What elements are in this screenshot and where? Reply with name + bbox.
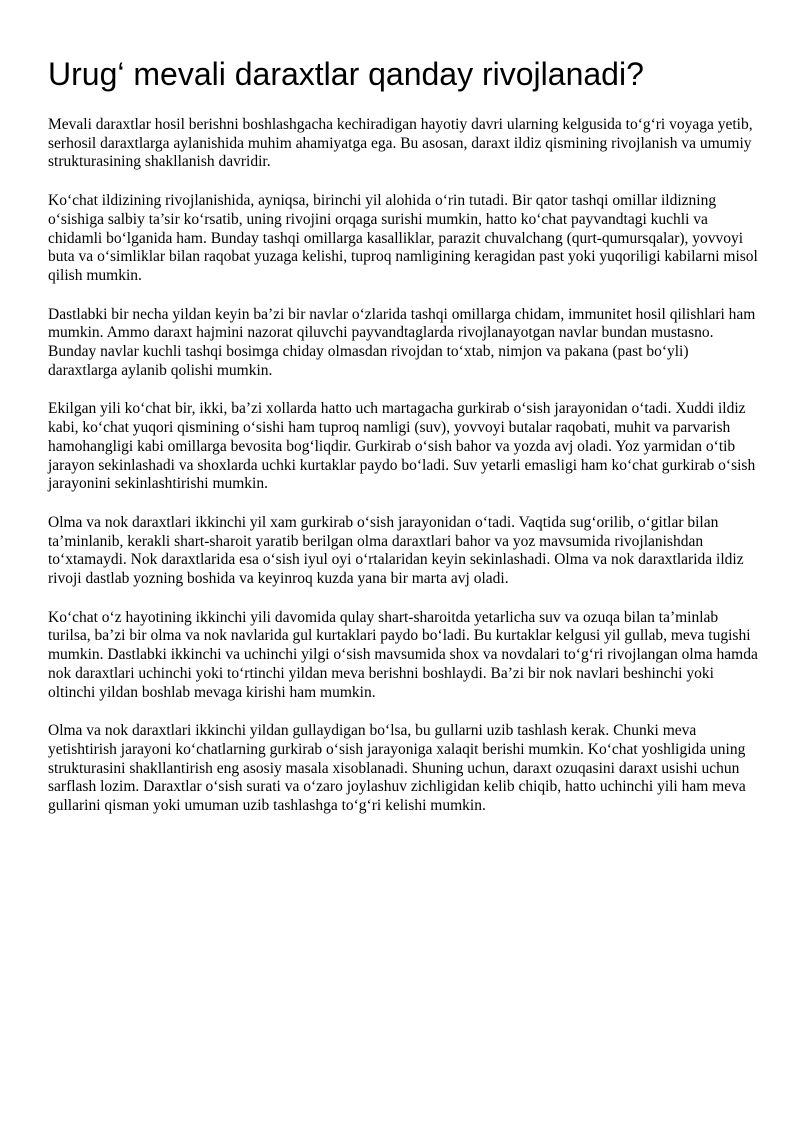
document-page <box>48 52 760 836</box>
paragraph-7: Olma va nok daraxtlari ikkinchi yildan gullaydigan bo‘lsa, bu gullarni uzib tashlash kerak. Chunki meva yetishtirish jarayoni ko‘chatlarning gurkirab o‘sish jarayoniga xalaqit berishi mumkin. Ko‘chat yoshligida uning strukturasini shakllantirish eng asosiy masala xisoblanadi. Shuning uchun, daraxt ozuqasini daraxt usishi uchun sarflash lozim. Daraxtlar o‘sish surati va o‘zaro joylashuv zichligidan kelib chiqib, hatto uchinchi yili ham meva gullarini qisman yoki umuman uzib tashlashga to‘g‘ri kelishi mumkin. <box>48 722 746 815</box>
paragraph-3: Dastlabki bir necha yildan keyin ba’zi bir navlar o‘zlarida tashqi omillarga chidam, immunitet hosil qilishlari ham mumkin. Ammo daraxt hajmini nazorat qiluvchi payvandtaglarda rivojlanayotgan navlar bundan mustasno. Bunday navlar kuchli tashqi bosimga chiday olmasdan rivojdan to‘xtab, nimjon va pakana (past bo‘yli) daraxtlarga aylanib qolishi mumkin. <box>48 305 756 379</box>
paragraph-1: Mevali daraxtlar hosil berishni boshlashgacha kechiradigan hayotiy davri ularning kelgusida to‘g‘ri voyaga yetib, serhosil daraxtlarga aylanishida muhim ahamiyatga ega. Bu asosan, daraxt ildiz qismining rivojlanish va umumiy strukturasining shakllanish davridir. <box>48 116 753 171</box>
paragraph-2: Ko‘chat ildizining rivojlanishida, ayniqsa, birinchi yil alohida o‘rin tutadi. Bir qator tashqi omillar ildizning o‘sishiga salbiy ta’sir ko‘rsatib, uning rivojini orqaga surishi mumkin, hatto ko‘chat payvandtagi kuchli va chidamli bo‘lganida ham. Bunday tashqi omillarga kasalliklar, parazit chuvalchang (qurt-qumursqalar), yovvoyi buta va o‘simliklar bilan raqobat yuzaga kelishi, tuproq namligining keragidan past yoki yuqoriligi kabilarni misol qilish mumkin. <box>48 192 758 284</box>
paragraph-4: Ekilgan yili ko‘chat bir, ikki, ba’zi xollarda hatto uch martagacha gurkirab o‘sish jarayonidan o‘tadi. Xuddi ildiz kabi, ko‘chat yuqori qismining o‘sishi ham tuproq namligi (suv), yovvoyi butalar raqobati, muhit va parvarish hamohangligi kabi omillarga bevosita bog‘liqdir. Gurkirab o‘sish bahor va yozda avj oladi. Yoz yarmidan o‘tib jarayon sekinlashadi va shoxlarda uchki kurtaklar paydo bo‘ladi. Suv yetarli emasligi ham ko‘chat gurkirab o‘sish jarayonini sekinlashtirishi mumkin. <box>48 400 756 493</box>
paragraph-5: Olma va nok daraxtlari ikkinchi yil xam gurkirab o‘sish jarayonidan o‘tadi. Vaqtida sug‘orilib, o‘gitlar bilan ta’minlanib, kerakli shart-sharoit yaratib berilgan olma daraxtlari bahor va yoz mavsumida rivojlanishdan to‘xtamaydi. Nok daraxtlarida esa o‘sish iyul oyi o‘rtalaridan keyin sekinlashadi. Olma va nok daraxtlarida ildiz rivoji dastlab yozning boshida va keyinroq kuzda yana bir marta avj oladi. <box>48 513 744 588</box>
paragraph-6: Ko‘chat o‘z hayotining ikkinchi yili davomida qulay shart-sharoitda yetarlicha suv va ozuqa bilan ta’minlab turilsa, ba’zi bir olma va nok navlarida gul kurtaklari paydo bo‘ladi. Bu kurtaklar kelgusi yil gullab, meva tugishi mumkin. Dastlabki ikkinchi va uchinchi yilgi o‘sish mavsumida shox va novdalari to‘g‘ri rivojlangan olma hamda nok daraxtlari uchinchi yoki to‘rtinchi yildan meva berishni boshlaydi. Ba’zi bir nok navlari beshinchi yoki oltinchi yildan boshlab mevaga kirishi ham mumkin. <box>48 608 758 701</box>
document-title: Urug‘ mevali daraxtlar qanday rivojlanadi? <box>48 56 644 92</box>
